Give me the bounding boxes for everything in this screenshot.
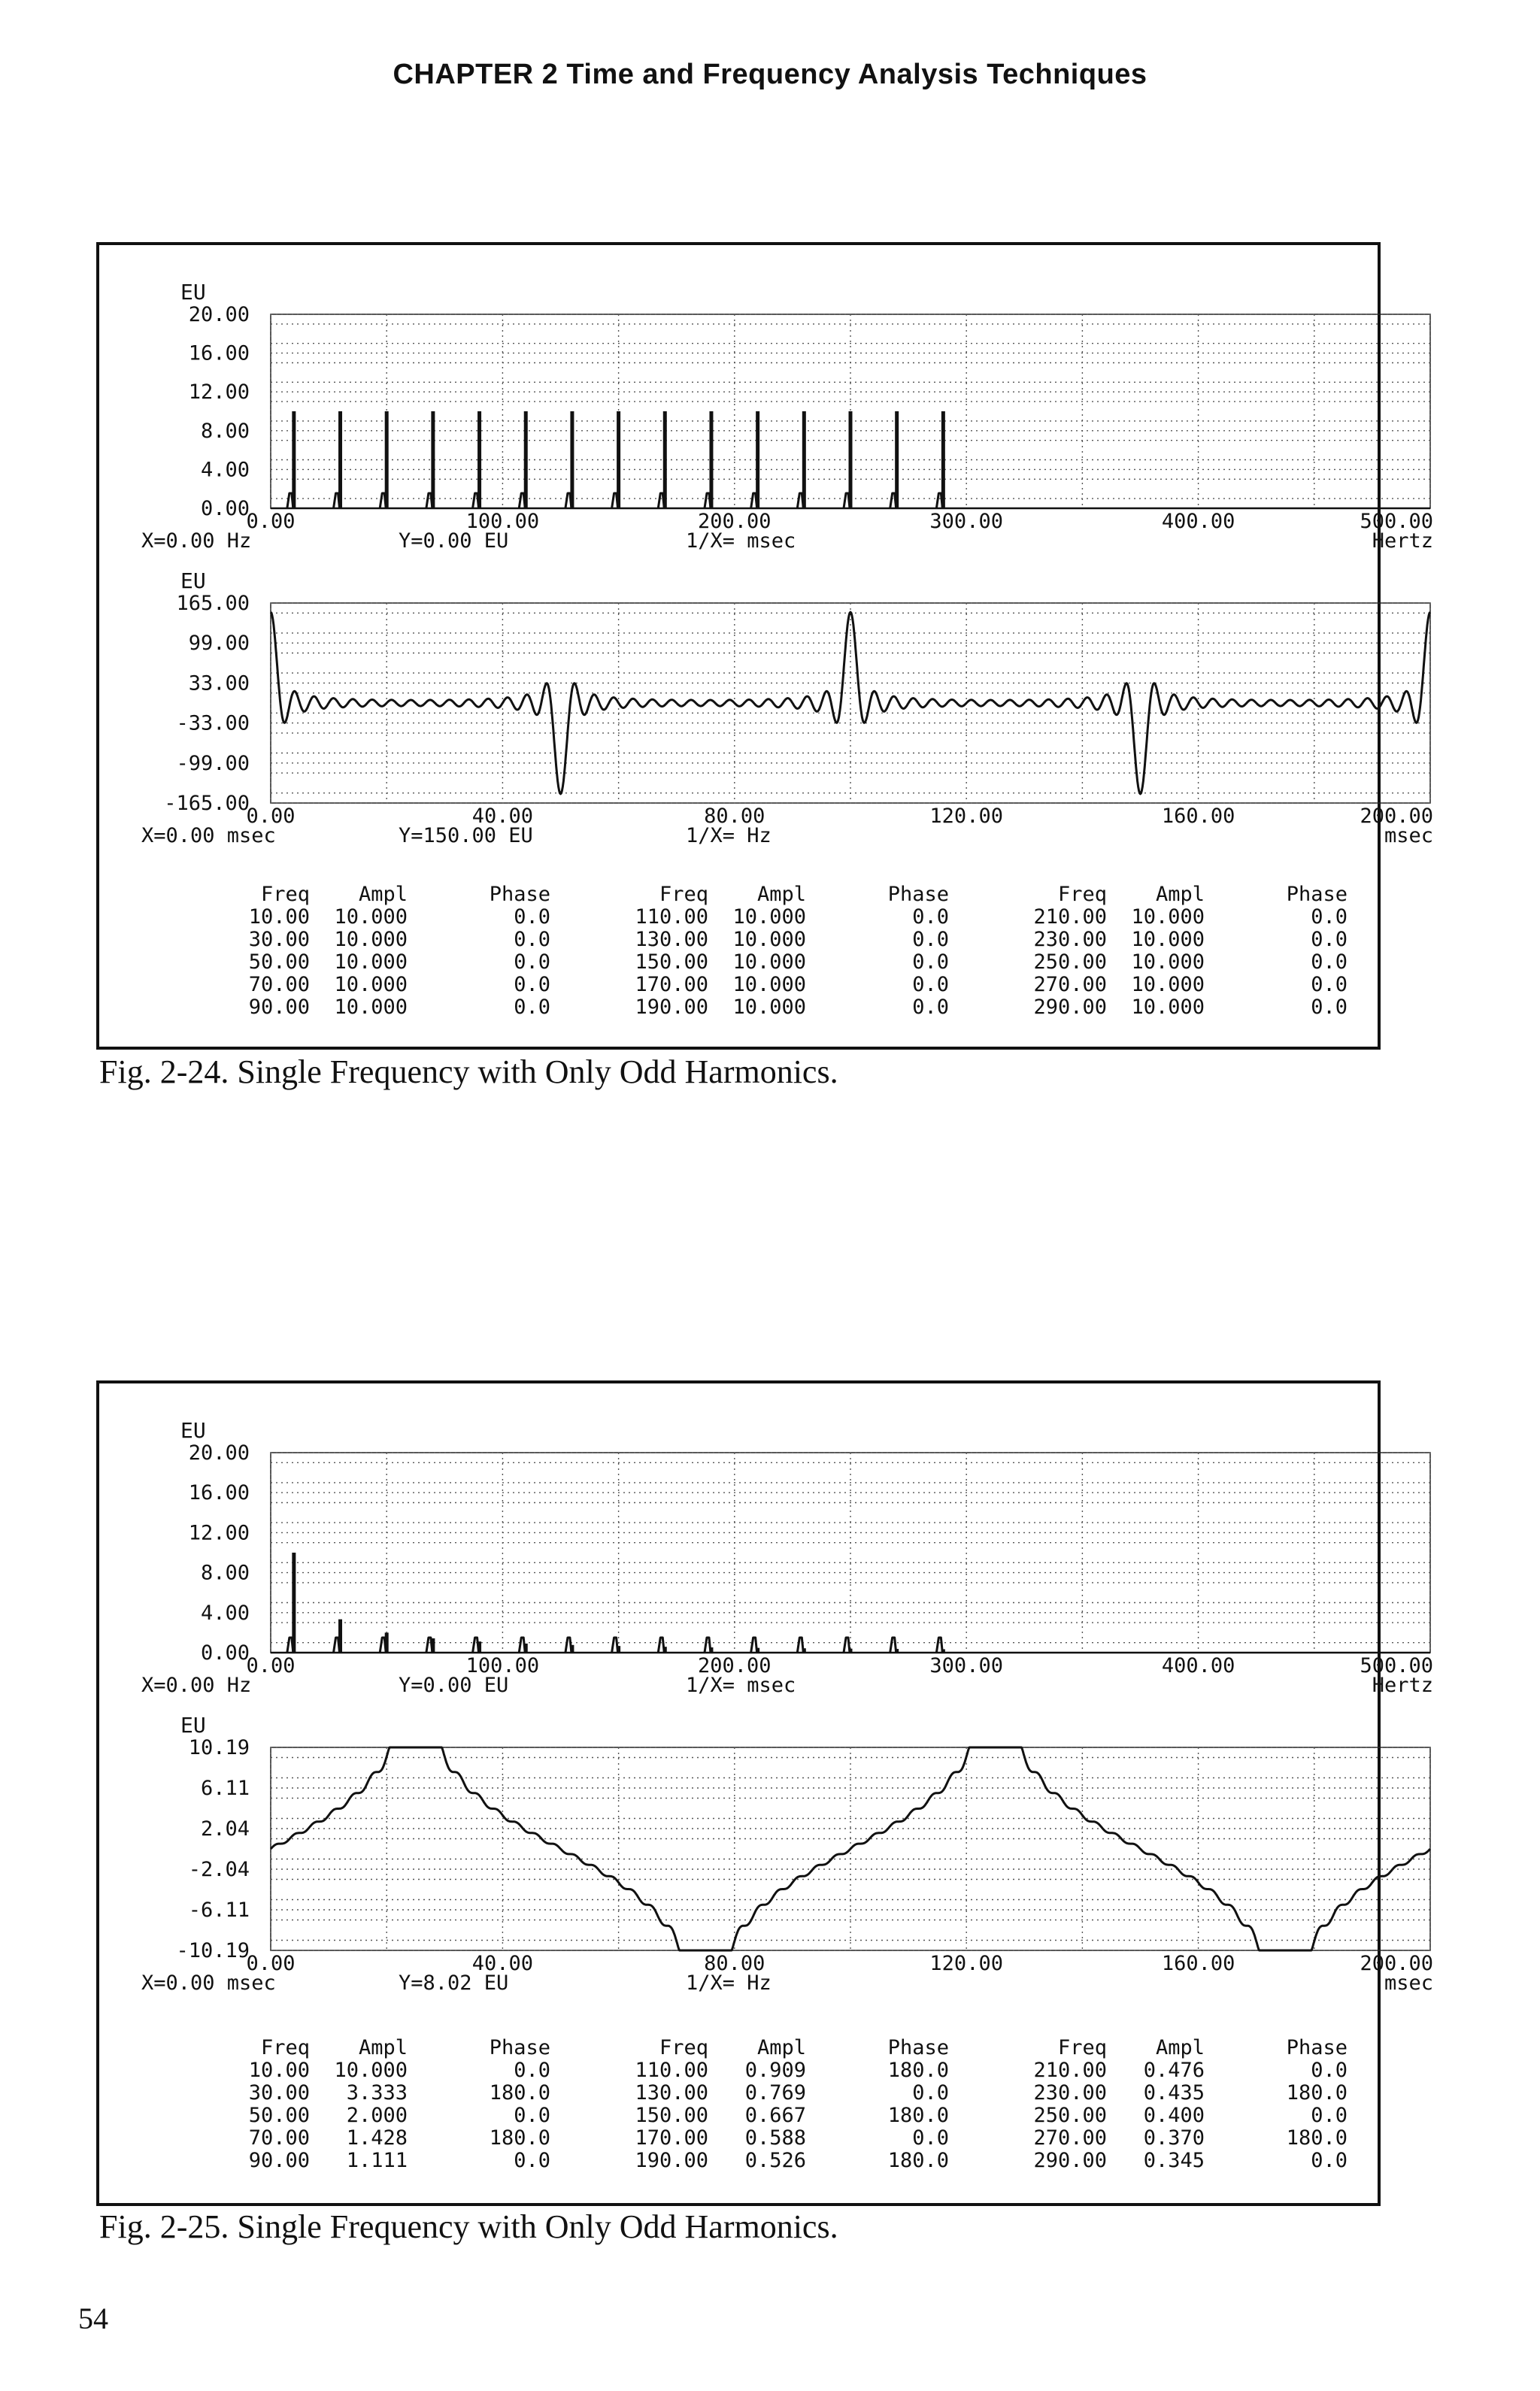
table-cell: 180.0 [887, 2149, 949, 2172]
y-tick-label: 12.00 [188, 380, 250, 405]
table-cell: 0.370 [1143, 2126, 1205, 2150]
table-cell: 0.0 [1311, 905, 1348, 929]
table-cell: 180.0 [489, 2126, 550, 2150]
spectral-line [426, 1638, 433, 1653]
x-axis-unit-label: Hertz [1372, 529, 1433, 553]
figure-2-25-chart [99, 1383, 1433, 2203]
figure-2-24-caption: Fig. 2-24. Single Frequency with Only Odd Harmonics. [99, 1053, 838, 1090]
table-cell: 70.00 [248, 2126, 310, 2150]
table-cell: 270.00 [1033, 973, 1107, 996]
table-row [249, 2104, 1348, 2127]
table-cell: 0.345 [1143, 2149, 1205, 2172]
table-cell: 10.000 [1131, 973, 1205, 996]
table-cell: 0.0 [1311, 995, 1348, 1019]
table-header: Freq [1057, 2036, 1107, 2059]
cursor-x-readout: X=0.00 msec [141, 1971, 276, 1995]
x-tick-label: 300.00 [929, 1654, 1003, 1677]
table-header: Freq [1057, 883, 1107, 906]
table-cell: 130.00 [635, 2081, 708, 2105]
y-tick-label: 165.00 [176, 592, 250, 615]
cursor-y-readout: Y=150.00 EU [399, 824, 533, 847]
table-cell: 0.0 [1311, 2149, 1348, 2172]
spectral-line [287, 1553, 294, 1653]
y-tick-label: -6.11 [188, 1899, 250, 1922]
table-cell: 10.00 [248, 905, 310, 929]
table-cell: 0.0 [912, 928, 949, 951]
table-cell: 0.0 [912, 950, 949, 974]
table-cell: 0.0 [514, 2149, 550, 2172]
y-axis-label: EU [180, 280, 206, 305]
cursor-x-readout: X=0.00 Hz [141, 1674, 252, 1697]
table-header: Freq [260, 883, 310, 906]
figure-2-24-panel [96, 242, 1433, 1050]
x-tick-label: 0.00 [246, 805, 296, 828]
y-tick-label: 0.00 [200, 497, 250, 520]
x-tick-label: 160.00 [1161, 1952, 1235, 1975]
y-tick-label: 8.00 [200, 1561, 250, 1585]
table-cell: 0.0 [912, 973, 949, 996]
x-tick-label: 200.00 [1360, 1952, 1433, 1975]
table-cell: 180.0 [1286, 2081, 1348, 2105]
time-plot [141, 568, 1433, 847]
y-tick-label: 0.00 [200, 1641, 250, 1665]
cursor-y-readout: Y=0.00 EU [399, 1674, 509, 1697]
table-cell: 0.476 [1143, 2059, 1205, 2082]
spectral-line [612, 411, 619, 508]
spectral-line [797, 1638, 804, 1653]
table-header: Ampl [1155, 2036, 1205, 2059]
spectral-line [844, 1638, 850, 1653]
reciprocal-readout: 1/X= msec [686, 529, 796, 553]
table-cell: 0.0 [1311, 950, 1348, 974]
table-cell: 210.00 [1033, 905, 1107, 929]
spectral-line [334, 1620, 341, 1653]
table-cell: 10.000 [732, 995, 806, 1019]
x-axis-unit-label: msec [1384, 824, 1433, 847]
table-cell: 0.0 [514, 973, 550, 996]
y-tick-label: 99.00 [188, 632, 250, 656]
reciprocal-readout: 1/X= Hz [686, 824, 772, 847]
table-header: Ampl [358, 883, 408, 906]
y-tick-label: 6.11 [200, 1777, 250, 1800]
table-cell: 180.0 [1286, 2126, 1348, 2150]
y-tick-label: 12.00 [188, 1521, 250, 1545]
table-row [249, 950, 1348, 974]
spectral-line [890, 411, 897, 508]
table-cell: 230.00 [1033, 2081, 1107, 2105]
table-cell: 1.428 [346, 2126, 408, 2150]
table-header: Freq [659, 883, 708, 906]
table-cell: 0.0 [514, 950, 550, 974]
table-header: Ampl [1155, 883, 1205, 906]
table-cell: 90.00 [248, 995, 310, 1019]
table-cell: 170.00 [635, 2126, 708, 2150]
table-cell: 10.000 [334, 2059, 408, 2082]
x-tick-label: 80.00 [704, 1952, 765, 1975]
table-cell: 90.00 [248, 2149, 310, 2172]
table-cell: 290.00 [1033, 2149, 1107, 2172]
table-cell: 250.00 [1033, 950, 1107, 974]
chapter-header: CHAPTER 2 Time and Frequency Analysis Techniques [393, 59, 1147, 90]
table-cell: 0.0 [912, 905, 949, 929]
table-cell: 0.0 [1311, 2059, 1348, 2082]
x-tick-label: 400.00 [1161, 510, 1235, 533]
figure-2-25-panel [96, 1380, 1433, 2206]
spectral-line [287, 411, 294, 508]
table-cell: 10.000 [732, 950, 806, 974]
y-tick-label: 10.19 [188, 1736, 250, 1759]
table-cell: 30.00 [248, 2081, 310, 2105]
spectral-line [705, 1638, 711, 1653]
table-cell: 30.00 [248, 928, 310, 951]
table-row [249, 2081, 1348, 2105]
y-axis-label: EU [180, 568, 206, 593]
table-row [249, 2059, 1348, 2082]
table-cell: 10.000 [732, 973, 806, 996]
x-tick-label: 40.00 [471, 805, 534, 828]
table-cell: 290.00 [1033, 995, 1107, 1019]
table-row [249, 973, 1348, 996]
table-cell: 10.000 [334, 950, 408, 974]
x-tick-label: 200.00 [698, 510, 772, 533]
x-tick-label: 0.00 [246, 1654, 296, 1677]
table-cell: 10.000 [1131, 928, 1205, 951]
table-row [249, 2126, 1348, 2150]
reciprocal-readout: 1/X= Hz [686, 1971, 772, 1995]
table-cell: 170.00 [635, 973, 708, 996]
table-cell: 10.000 [334, 973, 408, 996]
x-tick-label: 160.00 [1161, 805, 1235, 828]
table-cell: 190.00 [635, 995, 708, 1019]
y-tick-label: -165.00 [164, 792, 250, 815]
spectral-line [658, 1638, 665, 1653]
y-tick-label: 4.00 [200, 1601, 250, 1625]
x-tick-label: 80.00 [704, 805, 765, 828]
table-cell: 0.0 [912, 995, 949, 1019]
y-tick-label: 4.00 [200, 458, 250, 482]
table-cell: 0.0 [514, 905, 550, 929]
figure-2-25-caption: Fig. 2-25. Single Frequency with Only Odd Harmonics. [99, 2208, 838, 2245]
table-cell: 110.00 [635, 905, 708, 929]
x-tick-label: 500.00 [1360, 1654, 1433, 1677]
page-number: 54 [78, 2302, 108, 2335]
table-header: Phase [489, 2036, 550, 2059]
table-cell: 0.435 [1143, 2081, 1205, 2105]
spectral-line [936, 1638, 943, 1653]
table-cell: 180.0 [887, 2104, 949, 2127]
table-cell: 10.000 [1131, 950, 1205, 974]
spectral-line [751, 411, 758, 508]
table-header: Phase [1286, 883, 1348, 906]
spectral-line [565, 1638, 572, 1653]
table-cell: 50.00 [248, 2104, 310, 2127]
table-header: Ampl [756, 2036, 806, 2059]
y-tick-label: -2.04 [188, 1858, 250, 1881]
spectral-line [519, 411, 526, 508]
cursor-y-readout: Y=8.02 EU [399, 1971, 509, 1995]
x-tick-label: 100.00 [465, 510, 540, 533]
x-tick-label: 200.00 [1360, 805, 1433, 828]
x-tick-label: 40.00 [471, 1952, 534, 1975]
table-row [249, 928, 1348, 951]
spectral-line [380, 1632, 387, 1653]
y-axis-label: EU [180, 1713, 206, 1738]
y-tick-label: 16.00 [188, 1481, 250, 1505]
spectrum-plot [141, 1418, 1433, 1697]
table-cell: 0.0 [514, 2059, 550, 2082]
table-cell: 10.000 [732, 928, 806, 951]
harmonic-table [249, 2036, 1348, 2172]
table-cell: 0.400 [1143, 2104, 1205, 2127]
x-axis-unit-label: Hertz [1372, 1674, 1433, 1697]
table-cell: 10.000 [732, 905, 806, 929]
table-cell: 0.0 [1311, 928, 1348, 951]
cursor-y-readout: Y=0.00 EU [399, 529, 509, 553]
table-header: Phase [887, 883, 949, 906]
y-tick-label: 16.00 [188, 341, 250, 365]
y-tick-label: 20.00 [188, 1441, 250, 1465]
table-row [249, 995, 1348, 1019]
table-header: Freq [260, 2036, 310, 2059]
y-tick-label: 20.00 [188, 303, 250, 326]
spectral-line [519, 1638, 526, 1653]
table-cell: 0.0 [912, 2081, 949, 2105]
spectral-line [473, 1638, 480, 1653]
y-tick-label: 33.00 [188, 671, 250, 695]
table-cell: 0.0 [912, 2126, 949, 2150]
x-tick-label: 200.00 [698, 1654, 772, 1677]
spectral-line [612, 1638, 619, 1653]
spectral-line [380, 411, 387, 508]
table-header: Phase [489, 883, 550, 906]
table-cell: 1.111 [346, 2149, 408, 2172]
table-cell: 270.00 [1033, 2126, 1107, 2150]
table-row [249, 905, 1348, 929]
table-cell: 70.00 [248, 973, 310, 996]
figure-2-24-chart [99, 245, 1433, 1047]
table-cell: 150.00 [635, 950, 708, 974]
table-cell: 150.00 [635, 2104, 708, 2127]
table-cell: 3.333 [346, 2081, 408, 2105]
table-cell: 0.0 [514, 2104, 550, 2127]
table-cell: 2.000 [346, 2104, 408, 2127]
x-tick-label: 0.00 [246, 1952, 296, 1975]
y-tick-label: 2.04 [200, 1817, 250, 1841]
x-axis-unit-label: msec [1384, 1971, 1433, 1995]
table-cell: 0.0 [1311, 2104, 1348, 2127]
table-cell: 10.000 [334, 928, 408, 951]
table-cell: 10.00 [248, 2059, 310, 2082]
table-cell: 110.00 [635, 2059, 708, 2082]
table-cell: 10.000 [1131, 995, 1205, 1019]
table-cell: 50.00 [248, 950, 310, 974]
y-tick-label: -99.00 [176, 751, 250, 775]
table-cell: 10.000 [334, 905, 408, 929]
reciprocal-readout: 1/X= msec [686, 1674, 796, 1697]
table-cell: 0.667 [744, 2104, 806, 2127]
table-header: Phase [1286, 2036, 1348, 2059]
table-cell: 180.0 [887, 2059, 949, 2082]
table-cell: 0.526 [744, 2149, 806, 2172]
table-cell: 230.00 [1033, 928, 1107, 951]
harmonic-table [249, 883, 1348, 1019]
spectrum-plot [141, 280, 1433, 553]
x-tick-label: 0.00 [246, 510, 296, 533]
table-cell: 180.0 [489, 2081, 550, 2105]
table-header: Ampl [756, 883, 806, 906]
table-cell: 0.0 [514, 995, 550, 1019]
table-row [249, 2149, 1348, 2172]
x-tick-label: 300.00 [929, 510, 1003, 533]
x-tick-label: 400.00 [1161, 1654, 1235, 1677]
spectral-line [890, 1638, 897, 1653]
table-cell: 210.00 [1033, 2059, 1107, 2082]
table-cell: 0.0 [514, 928, 550, 951]
y-tick-label: 8.00 [200, 419, 250, 443]
table-cell: 0.769 [744, 2081, 806, 2105]
table-cell: 130.00 [635, 928, 708, 951]
table-cell: 190.00 [635, 2149, 708, 2172]
table-cell: 0.0 [1311, 973, 1348, 996]
table-cell: 0.588 [744, 2126, 806, 2150]
y-tick-label: -33.00 [176, 711, 250, 735]
table-cell: 10.000 [334, 995, 408, 1019]
x-tick-label: 100.00 [465, 1654, 540, 1677]
y-tick-label: -10.19 [176, 1939, 250, 1962]
time-plot [141, 1713, 1433, 1995]
table-cell: 250.00 [1033, 2104, 1107, 2127]
x-tick-label: 120.00 [929, 1952, 1003, 1975]
x-tick-label: 500.00 [1360, 510, 1433, 533]
spectral-line [751, 1638, 758, 1653]
y-axis-label: EU [180, 1418, 206, 1443]
x-tick-label: 120.00 [929, 805, 1003, 828]
cursor-x-readout: X=0.00 msec [141, 824, 276, 847]
table-header: Phase [887, 2036, 949, 2059]
table-cell: 10.000 [1131, 905, 1205, 929]
table-header: Ampl [358, 2036, 408, 2059]
cursor-x-readout: X=0.00 Hz [141, 529, 252, 553]
table-header: Freq [659, 2036, 708, 2059]
table-cell: 0.909 [744, 2059, 806, 2082]
